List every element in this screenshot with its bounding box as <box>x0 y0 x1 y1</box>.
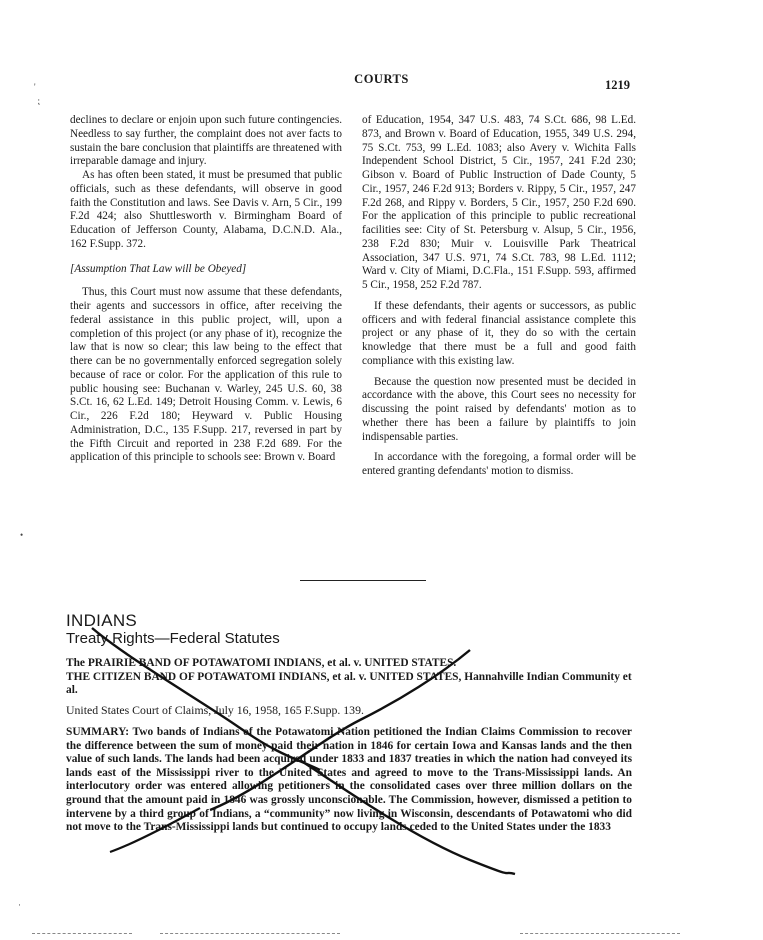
scan-edge <box>32 933 132 934</box>
scan-edge <box>520 933 680 934</box>
right-paragraph-2: If these defendants, their agents or successors, as public officers and with federal financial assistance complete this project or any phase of it, they do so with the certain knowledge that there must be a full and good faith compliance with this existing law. <box>362 299 636 367</box>
court-citation <box>66 704 632 718</box>
parties-line-1: The PRAIRIE BAND OF POTAWATOMI INDIANS, et al. v. UNITED STATES. <box>66 657 457 669</box>
left-paragraph-2: As has often been stated, it must be presumed that public officials, such as these defendants, will observe in good faith the Constitution and laws. See Davis v. Arn, 5 Cir., 199 F.2d 424; also Shuttlesworth v. Birmingham Board of Education of Jefferson County, Alabama, D.C.N.D. Ala., 162 F.Supp. 372. <box>70 169 342 250</box>
margin-mark: ⁏ <box>37 96 41 106</box>
section-divider <box>300 580 426 581</box>
court-line: United States Court of Claims, July 16, 1958, 165 F.Supp. 139. <box>66 703 364 717</box>
running-header: COURTS <box>354 72 409 86</box>
case-parties <box>66 657 632 698</box>
left-paragraph-3: Thus, this Court must now assume that these defendants, their agents and successors in office, after receiving the federal assistance in this public project, will, upon a completion of this project (or any phase of it), recognize the law that is now so clear; this law being to the effect that there can be no governmentally enforced segregation solely because of race or color. For the application of this rule to public housing see: Buchanan v. Warley, 245 U.S. 60, 38 S.Ct. 16, 62 L.Ed. 149; Detroit Housing Comm. v. Lewis, 6 Cir., 226 F.2d 180; Heyward v. Public Housing Administration, D.C., 135 F.Supp. 217, reversed in part by the Fifth Circuit and reported in 238 F.2d 689. For the application of this principle to schools see: Brown v. Board <box>70 286 342 464</box>
right-column <box>362 114 636 479</box>
right-paragraph-1: of Education, 1954, 347 U.S. 483, 74 S.Ct. 686, 98 L.Ed. 873, and Brown v. Board of Education, 1955, 349 U.S. 294, 75 S.Ct. 753, 99 L.Ed. 1083; also Avery v. Wichita Falls Independent School District, 5 Cir., 1957, 241 F.2d 230; Gibson v. Board of Public Instruction of Dade County, 5 Cir., 1957, 246 F.2d 913; Borders v. Rippy, 5 Cir., 1957, 247 F.2d 268, and Rippy v. Borders, 5 Cir., 1957, 250 F.2d 690. For the application of this principle to public recreational facilities see: City of St. Petersburg v. Alsup, 5 Cir., 1956, 238 F.2d 830; Muir v. Louisville Park Theatrical Association, 347 U.S. 971, 74 S.Ct. 783, 98 L.Ed. 1112; Ward v. City of Miami, D.C.Fla., 151 F.Supp. 593, affirmed 5 Cir., 1958, 252 F.2d 787. <box>362 114 636 291</box>
margin-mark: • <box>20 530 24 540</box>
margin-mark: ' <box>34 82 36 92</box>
right-paragraph-4: In accordance with the foregoing, a formal order will be entered granting defendants' motion to dismiss. <box>362 451 636 477</box>
left-column <box>70 114 342 465</box>
page-number: 1219 <box>605 78 630 92</box>
case-summary <box>66 726 632 835</box>
scan-edge <box>160 933 340 934</box>
section-title: INDIANS <box>66 611 138 630</box>
margin-mark: · <box>18 900 21 910</box>
right-paragraph-3: Because the question now presented must be decided in accordance with the above, this Court sees no necessity for discussing the point raised by defendants' motion as to whether there has been a failure by plaintiffs to join indispensable parties. <box>362 375 636 443</box>
subheading: [Assumption That Law will be Obeyed] <box>70 262 247 275</box>
parties-line-2: THE CITIZEN BAND OF POTAWATOMI INDIANS, et al. v. UNITED STATES, Hannahville Indian Community et al. <box>66 670 632 697</box>
section-subtitle: Treaty Rights—Federal Statutes <box>66 630 280 647</box>
summary-text: SUMMARY: Two bands of Indians of the Potawatomi Nation petitioned the Indian Claims Commission to recover the difference between the sum of money paid their nation in 1846 for certain Iowa and Kansas lands and the then value of such lands. The lands had been acquired under 1833 and 1837 treaties in which the nation had conveyed its lands east of the Mississippi river to the United States and agreed to move to the Trans-Mississippi lands. An interlocutory order was entered allowing petitioners in the consolidated cases over three million dollars on the ground that the amount paid in 1846 was grossly unconscionable. The Commission, however, dismissed a petition to intervene by a third group of Indians, a “community” now living in Wisconsin, descendants of Potawatomi who did not move to the Trans-Mississippi lands but continued to occupy lands ceded to the United States under the 1833 <box>66 726 632 834</box>
left-paragraph-1: declines to declare or enjoin upon such future contingencies. Needless to say further, the complaint does not aver facts to sustain the bare conclusion that plaintiffs are threatened with irreparable damage and injury. <box>70 114 342 168</box>
